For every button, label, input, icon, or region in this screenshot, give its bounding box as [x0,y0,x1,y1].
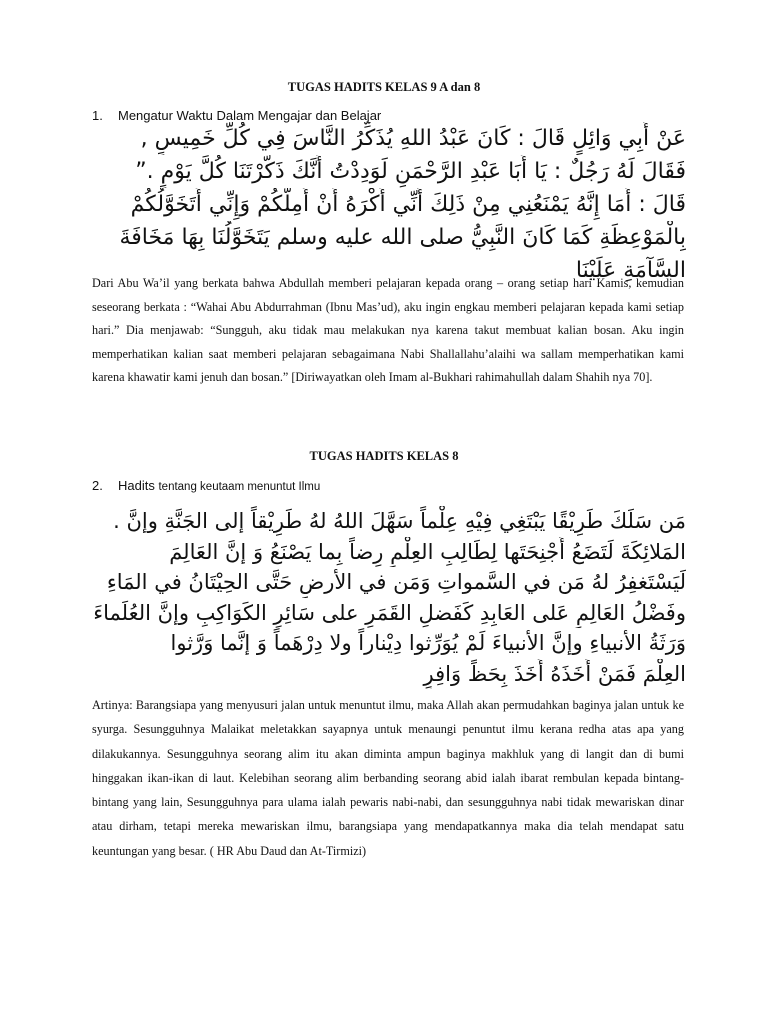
hadith2-arabic-line: مَن سَلَكَ طَرِيْقًا يَبْتَغِي فِيْهِ عِلْماً سَهَّلَ اللهُ لهُ طَرِيْقاً إلى الجَنَّةِ وإنَّ . [113,509,686,533]
hadith1-arabic [82,122,686,287]
hadith2-arabic-line: العِلْمَ فَمَنْ أَخَذَهُ أَخَذَ بِحَظٍّ وَافِرٍ [423,661,686,686]
hadith1-arabic-line: قَالَ : أَمَا إِنَّهُ يَمْنَعُنِي مِنْ ذَلِكَ أَنِّي أَكْرَهُ أَنْ أُمِلَّكُمْ وَإِنِّي أَتَخَوَّلُكُمْ [130,192,686,217]
hadith2-arabic-line: المَلائِكَةَ لَتَضَعُ أَجْنِحَتَها لِطَالِبِ العِلْمِ رِضاً بِما يَصْنَعُ وَ إنَّ العَالِمَ [169,539,686,564]
section1-heading-text: Mengatur Waktu Dalam Mengajar dan Belajar [118,108,382,123]
hadith1-arabic-line: عَنْ أَبِي وَائِلٍ قَالَ : كَانَ عَبْدُ اللهِ يُذَكِّرُ النَّاسَ فِي كُلِّ خَمِيسٍ , [140,126,686,151]
section1-number: 1. [92,108,103,123]
hadith1-arabic-line: السَّآمَةِ عَلَيْنَا [575,258,686,283]
section2-title: TUGAS HADITS KELAS 8 [309,449,459,463]
section2-heading-main: Hadits [118,478,155,493]
hadith1-arabic-line: فَقَالَ لَهُ رَجُلٌ : يَا أَبَا عَبْدِ الرَّحْمَنِ لَوَدِدْتُ أَنَّكَ ذَكَّرْتَنَا كُلَّ يَوْمٍ .” [135,159,686,184]
hadith2-translation: Artinya: Barangsiapa yang menyusuri jalan untuk menuntut ilmu, maka Allah akan permudahkan baginya jalan untuk ke syurga. Sesungguhnya Malaikat meletakkan sayapnya untuk menaungi penuntut ilmu kerana redha atas apa yang dilakukannya. Sesungguhnya seorang alim itu akan diminta ampun baginya makhluk yang di langit dan di bumi hinggakan ikan-ikan di laut. Kelebihan seorang alim berbanding seorang abid ialah ibarat rembulan kepada bintang-bintang yang lain, Sesungguhnya para ulama ialah pewaris nabi-nabi, dan sesungguhnya nabi tidak mewariskan dinar atau dirham, tetapi mereka mewariskan ilmu, barangsiapa yang mendapatkannya maka dia telah mendapat satu keuntungan yang besar. ( HR Abu Daud dan At-Tirmizi) [92,698,684,858]
hadith2-arabic-line: لَيَسْتَغفِرُ لهُ مَن في السَّمواتِ وَمَن في الأرضِ حَتَّى الحِيْتَانُ في المَاءِ [106,570,686,594]
hadith2-arabic-line: وفَضْلُ العَالِمِ عَلى العَابِدِ كَفَضلِ القَمَرِ على سَائِرِ الكَوَاكِبِ وإنَّ العُلَماءَ [93,600,686,625]
hadith1-translation: Dari Abu Wa’il yang berkata bahwa Abdullah memberi pelajaran kepada orang – orang setiap hari Kamis, kemudian seseorang berkata : “Wahai Abu Abdurrahman (Ibnu Mas’ud), aku ingin engkau memberi pelajaran kepada kami setiap hari.” Dia menjawab: “Sungguh, aku tidak mau melakukan nya karena takut membuat kalian bosan. Aku ingin memperhatikan kalian saat memberi pelajaran sebagaimana Nabi Shallallahu’alaihi wa sallam memperhatikan kami karena khawatir kami jenuh dan bosan.” [Diriwayatkan oleh Imam al-Bukhari rahimahullah dalam Shahih nya 70]. [92,276,684,385]
section1-heading [92,108,381,123]
hadith2-arabic [82,506,686,689]
hadith2-arabic-line: وَرَثَةُ الأنبياءِ وإنَّ الأنبياءَ لَمْ يُوَرِّثوا دِيْناراً ولا دِرْهَماً وَ إنَّما وَرَّثوا [170,631,686,655]
section1-title: TUGAS HADITS KELAS 9 A dan 8 [287,80,481,94]
section2-heading-rest: tentang keutaam menuntut Ilmu [158,481,321,493]
hadith1-arabic-line: بِالْمَوْعِظَةِ كَمَا كَانَ النَّبِيُّ صلى الله عليه وسلم يَتَخَوَّلُنَا بِهَا مَخَافَةَ [119,225,686,250]
section2-number: 2. [92,478,103,493]
section2-heading [92,478,320,493]
